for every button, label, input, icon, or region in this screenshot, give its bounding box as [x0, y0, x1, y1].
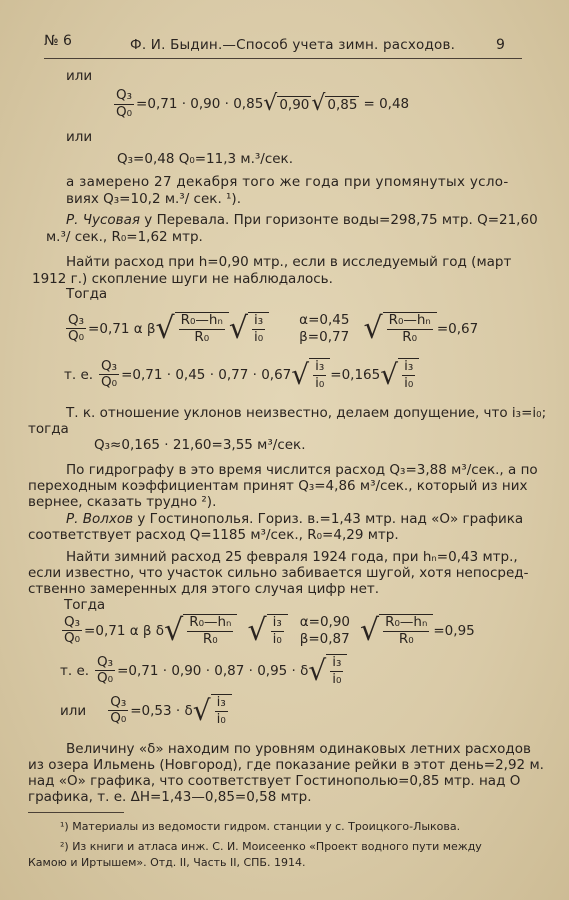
paragraph-4-line: тогда — [28, 421, 69, 437]
paragraph-7-line: ственно замеренных для этого случая цифр нет. — [28, 581, 380, 597]
i3-symbol: i₃ — [272, 614, 282, 630]
i3-symbol: i₃ — [332, 654, 342, 670]
equation-8 — [60, 694, 232, 727]
footnote-2-line: ²) Из книги и атласа инж. С. И. Моисеенко «Проект водного пути между — [60, 840, 482, 853]
i3-symbol: i₃ — [254, 312, 264, 328]
root-sign: √ — [363, 310, 383, 346]
te-prefix: т. е. — [64, 366, 94, 383]
root-sign: √ — [263, 91, 278, 117]
root-sign: √ — [192, 693, 211, 727]
q3-symbol: Q₃ — [97, 653, 114, 670]
root-sign: √ — [291, 357, 310, 391]
paragraph-8-line: над «О» графика, что соответствует Гостинополью=0,85 мтр. над О — [28, 773, 521, 789]
q0-symbol: Q₀ — [97, 670, 114, 687]
eq3-coeff: =0,71 α β — [88, 320, 156, 337]
paragraph-2-text: у Перевала. При горизонте воды=298,75 мтр. Q=21,60 — [140, 212, 538, 228]
eq3-result: =0,67 — [436, 320, 479, 337]
eq4-result: =0,165 — [330, 366, 381, 383]
root-sign: √ — [380, 357, 399, 391]
eq1-result: = 0,48 — [363, 96, 410, 113]
eq8-main: =0,53 · δ — [130, 702, 193, 719]
i0-symbol: i₀ — [254, 328, 264, 345]
paragraph-2-line — [66, 212, 538, 228]
paragraph-1-line: а замерено 27 декабря того же года при упомянутых усло- — [66, 174, 509, 190]
paragraph-1-line: виях Q₃=10,2 м.³/ сек. ¹). — [66, 191, 241, 207]
beta-value: β=0,77 — [299, 328, 350, 345]
eq4-main: =0,71 · 0,45 · 0,77 · 0,67 — [121, 366, 292, 383]
eq6-result: =0,95 — [433, 622, 475, 639]
root-sign: √ — [311, 91, 326, 117]
root-sign: √ — [228, 310, 248, 346]
root-sign: √ — [164, 612, 184, 648]
rh-symbol: R₀—hₙ — [388, 312, 431, 328]
paragraph-5-line: переходным коэффициентам принят Q₃=4,86 м³/сек., который из них — [28, 478, 528, 494]
ili-prefix: или — [60, 702, 87, 719]
rh-symbol: R₀—hₙ — [180, 312, 223, 328]
r0-symbol: R₀ — [398, 630, 414, 647]
q0-symbol: Q₀ — [68, 328, 85, 345]
eq6-coeff: =0,71 α β δ — [84, 622, 165, 639]
paragraph-5-line: По гидрографу в это время числится расход Q₃=3,88 м³/сек., а по — [66, 462, 538, 478]
equation-3 — [64, 312, 478, 345]
beta-value: β=0,87 — [299, 630, 350, 647]
alpha-value: α=0,90 — [299, 614, 351, 631]
i0-symbol: i₀ — [272, 630, 282, 647]
paragraph-7-line: Найти зимний расход 25 февраля 1924 года, при hₙ=0,43 мтр., — [66, 549, 518, 565]
issue-number: № 6 — [44, 33, 72, 49]
i0-symbol: i₀ — [332, 670, 342, 687]
q0-symbol: Q₀ — [101, 374, 118, 391]
equation-4 — [64, 358, 419, 391]
i3-symbol: i₃ — [404, 358, 414, 374]
paragraph-6-line — [66, 511, 523, 527]
equation-5: Q₃≈0,165 · 21,60=3,55 м³/сек. — [94, 437, 306, 453]
footnote-1: ¹) Материалы из ведомости гидром. станции у с. Троицкого-Лыкова. — [60, 820, 461, 833]
i0-symbol: i₀ — [216, 710, 226, 727]
q0-symbol: Q₀ — [64, 630, 81, 647]
equation-2: Q₃=0,48 Q₀=11,3 м.³/сек. — [117, 151, 294, 167]
r0-symbol: R₀ — [402, 328, 418, 345]
root-sign: √ — [308, 653, 327, 687]
q0-symbol: Q₀ — [110, 710, 127, 727]
eq1-radicand-2: 0,85 — [327, 96, 358, 113]
paragraph-5-line: вернее, сказать трудно ²). — [28, 494, 217, 510]
river-name: Р. Волхов — [66, 511, 134, 527]
i0-symbol: i₀ — [315, 374, 325, 391]
rh-symbol: R₀—hₙ — [189, 614, 232, 630]
root-sign: √ — [360, 612, 380, 648]
paragraph-7-line: если известно, что участок сильно забивается шугой, хотя непосред- — [28, 565, 529, 581]
paragraph-6-text: у Гостинополья. Гориз. в.=1,43 мтр. над «О» графика — [133, 511, 524, 527]
page-number: 9 — [496, 37, 505, 53]
root-sign: √ — [155, 310, 175, 346]
text-ili: или — [66, 68, 93, 84]
footnote-2-line: Камою и Иртышем». Отд. II, Часть II, СПБ. 1914. — [28, 856, 306, 869]
text-togda: Тогда — [64, 597, 106, 613]
paragraph-2-line: м.³/ сек., R₀=1,62 мтр. — [46, 229, 203, 245]
i3-symbol: i₃ — [315, 358, 325, 374]
text-togda: Тогда — [66, 286, 108, 302]
equation-7 — [60, 654, 347, 687]
r0-symbol: R₀ — [202, 630, 218, 647]
paragraph-6-line: соответствует расход Q=1185 м³/сек., R₀=4,29 мтр. — [28, 527, 399, 543]
alpha-value: α=0,45 — [299, 312, 350, 329]
eq1-radicand-1: 0,90 — [279, 96, 310, 113]
paragraph-3-line: 1912 г.) скопление шуги не наблюдалось. — [32, 271, 333, 287]
r0-symbol: R₀ — [194, 328, 210, 345]
paragraph-4-line: Т. к. отношение уклонов неизвестно, делаем допущение, что i₃=i₀; — [66, 405, 547, 421]
q3-symbol: Q₃ — [64, 613, 81, 630]
equation-1 — [112, 88, 409, 120]
running-title: Ф. И. Быдин.—Способ учета зимн. расходов. — [130, 37, 456, 53]
river-name: Р. Чусовая — [66, 212, 140, 228]
equation-6 — [60, 614, 475, 647]
te-prefix: т. е. — [60, 662, 90, 679]
eq1-main: =0,71 · 0,90 · 0,85 — [136, 96, 264, 113]
q0-symbol: Q₀ — [116, 103, 133, 120]
paragraph-8-line: графика, т. е. ΔH=1,43—0,85=0,58 мтр. — [28, 789, 312, 805]
q3-symbol: Q₃ — [68, 311, 85, 328]
text-ili: или — [66, 129, 93, 145]
q3-symbol: Q₃ — [101, 357, 118, 374]
paragraph-3-line: Найти расход при h=0,90 мтр., если в исследуемый год (март — [66, 254, 512, 270]
q3-symbol: Q₃ — [110, 693, 127, 710]
i0-symbol: i₀ — [404, 374, 414, 391]
header-rule — [44, 58, 522, 59]
root-sign: √ — [247, 612, 267, 648]
q3-symbol: Q₃ — [116, 87, 133, 103]
paragraph-8-line: из озера Ильмень (Новгород), где показание рейки в этот день=2,92 м. — [28, 757, 544, 773]
rh-symbol: R₀—hₙ — [385, 614, 428, 630]
footnote-rule — [28, 812, 124, 813]
i3-symbol: i₃ — [216, 694, 226, 710]
eq7-main: =0,71 · 0,90 · 0,87 · 0,95 · δ — [117, 662, 309, 679]
paragraph-8-line: Величину «δ» находим по уровням одинаковых летних расходов — [66, 741, 531, 757]
